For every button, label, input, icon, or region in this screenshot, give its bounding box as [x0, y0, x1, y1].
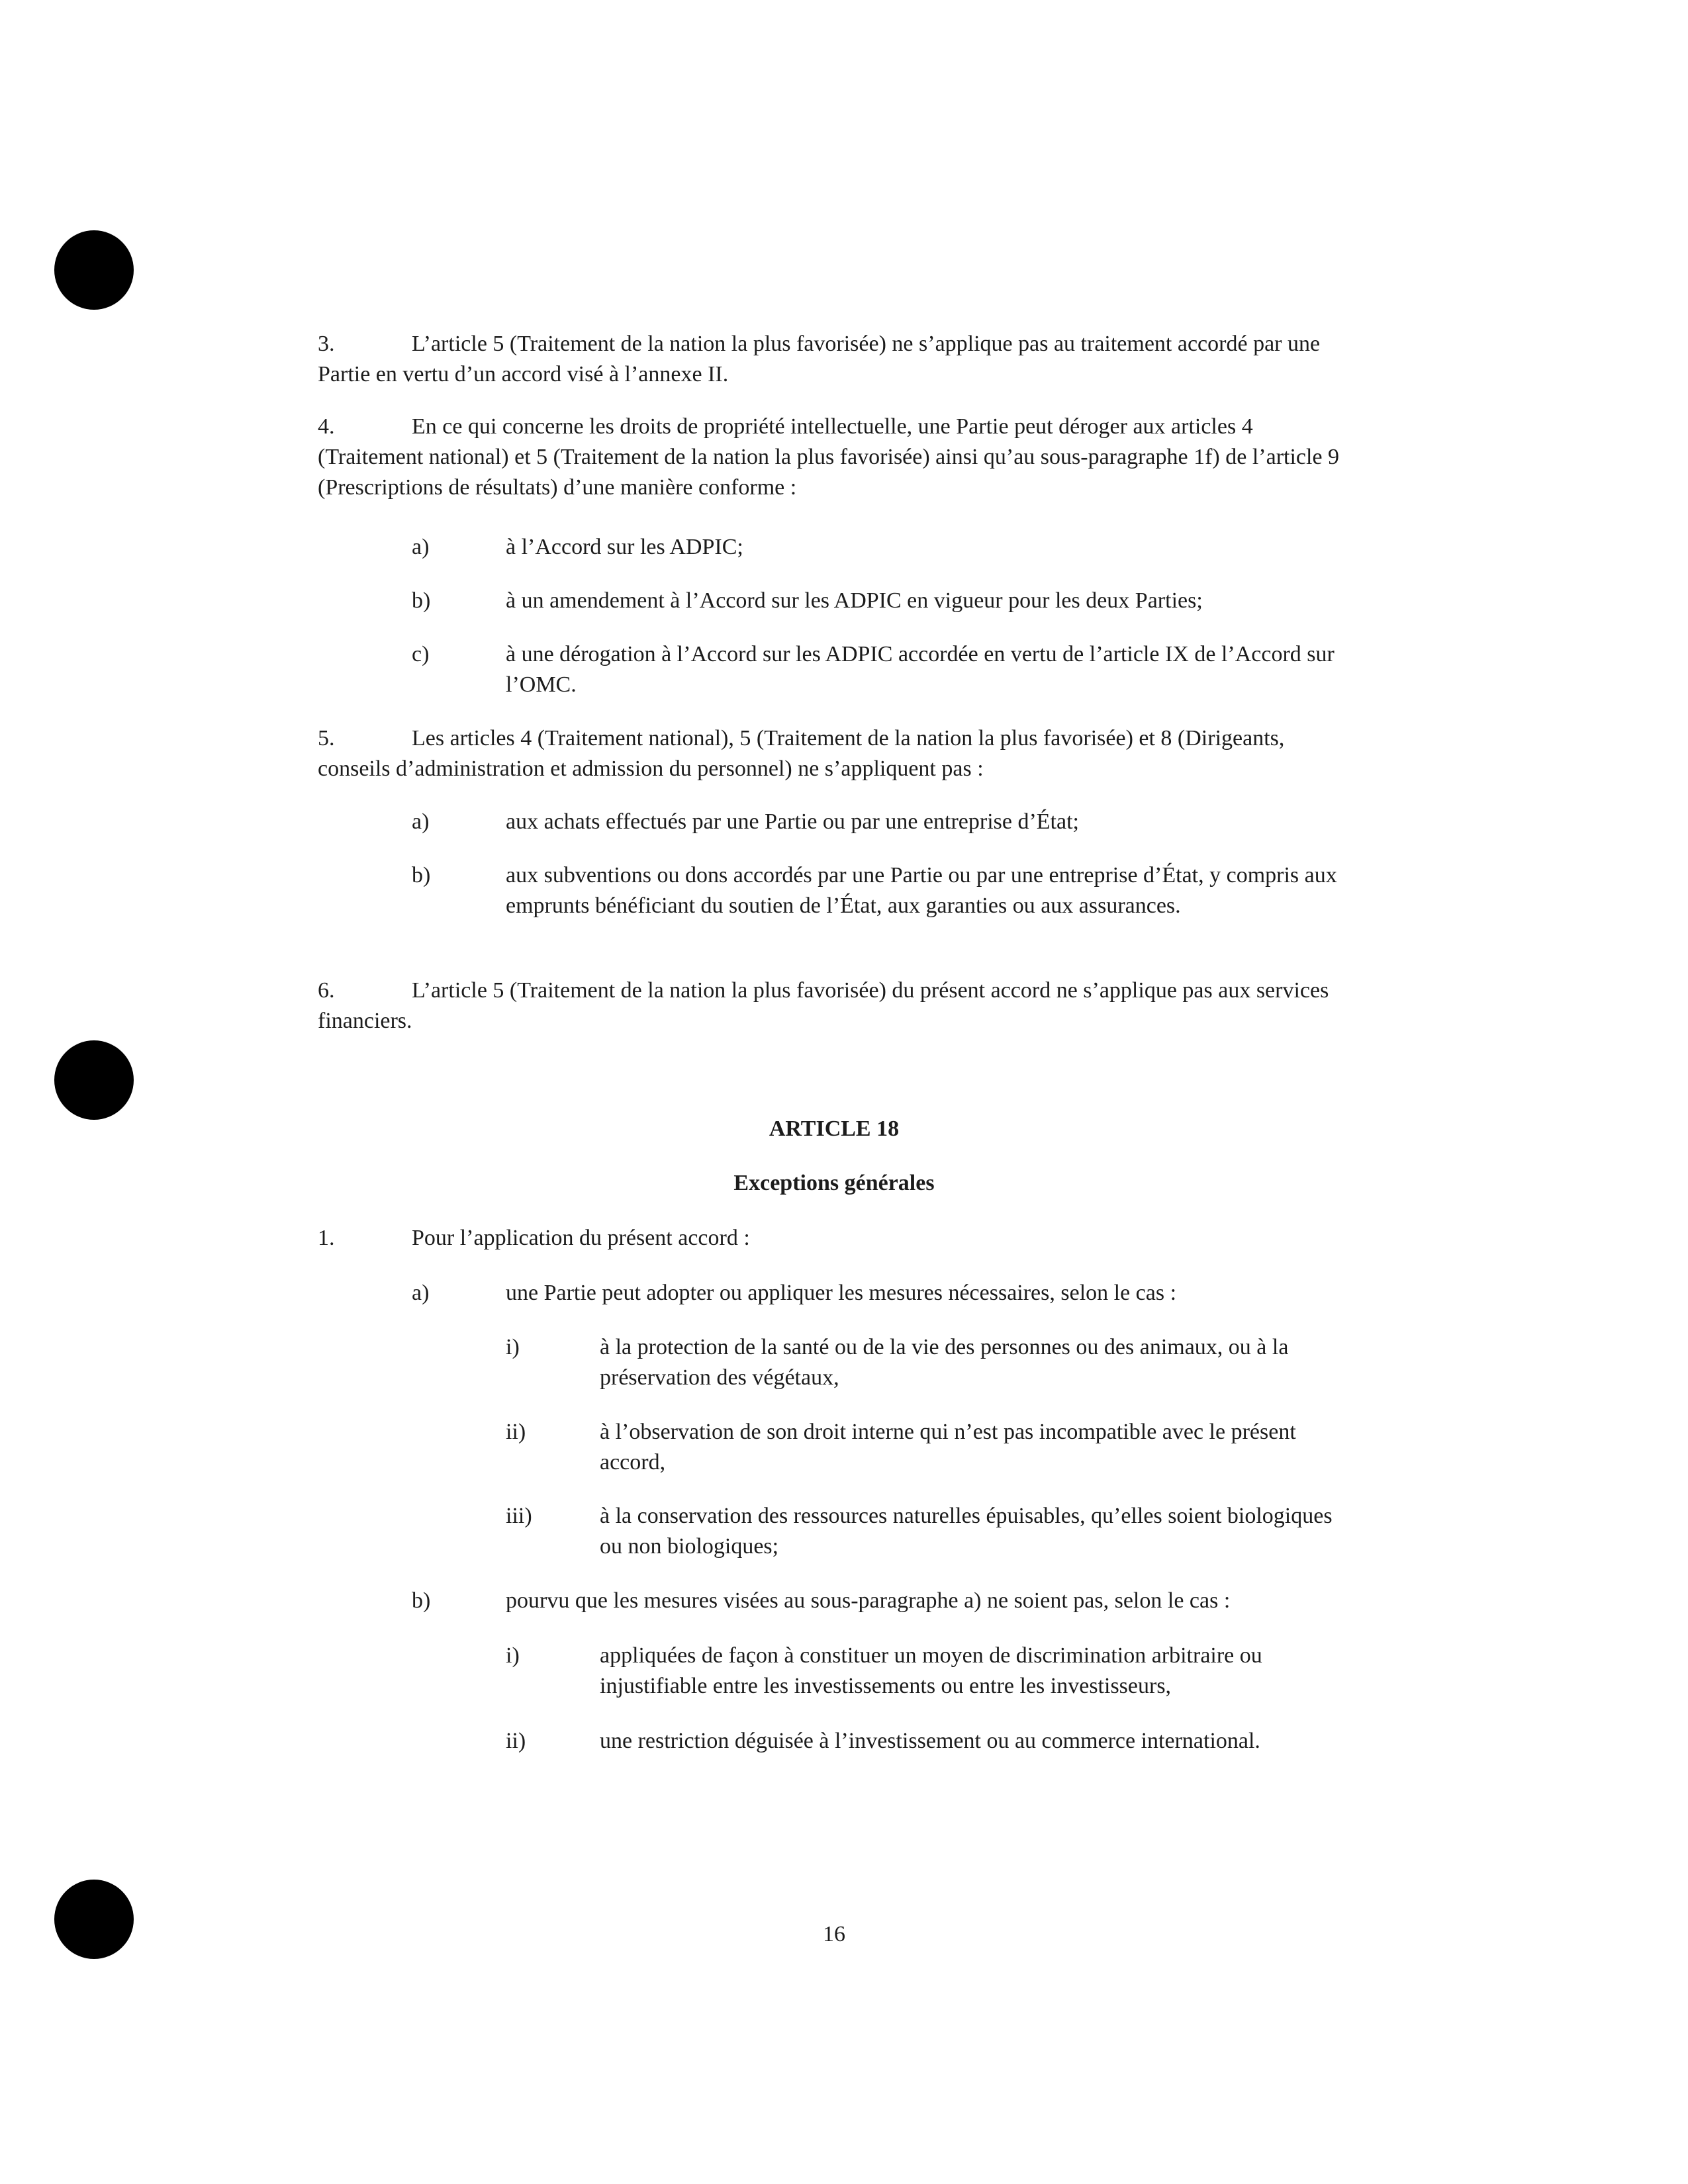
paragraph-text: L’article 5 (Traitement de la nation la plus favorisée) ne s’applique pas au traitement accordé par une Partie en vertu d’un accord visé à l’annexe II. [318, 332, 1321, 387]
paragraph-5 [318, 723, 1350, 784]
paragraph-number: 1. [318, 1226, 335, 1250]
sub-item-label: ii) [506, 1420, 526, 1444]
paragraph-text: Pour l’application du présent accord : [412, 1226, 750, 1250]
paragraph-number: 3. [318, 332, 335, 356]
sub-item-label: iii) [506, 1504, 532, 1528]
paragraph-number: 6. [318, 978, 335, 1003]
punch-hole [54, 230, 134, 310]
list-item [412, 860, 1352, 921]
item-label: b) [412, 588, 431, 613]
item-label: b) [412, 863, 431, 887]
paragraph-3 [318, 329, 1350, 390]
item-text: une Partie peut adopter ou appliquer les mesures nécessaires, selon le cas : [506, 1281, 1177, 1305]
item-text: à une dérogation à l’Accord sur les ADPIC accordée en vertu de l’article IX de l’Accord sur l’OMC. [506, 642, 1335, 697]
article-heading: ARTICLE 18 [769, 1116, 900, 1141]
list-item [412, 586, 1352, 616]
sub-item-text: appliquées de façon à constituer un moyen de discrimination arbitraire ou injustifiable entre les investissements ou entre les investisseurs, [600, 1643, 1262, 1698]
item-text: aux subventions ou dons accordés par une Partie ou par une entreprise d’État, y compris aux emprunts bénéficiant du soutien de l’État, aux garanties ou aux assurances. [506, 863, 1337, 918]
paragraph-4 [318, 412, 1350, 503]
punch-hole [54, 1880, 134, 1959]
sub-item-text: à la conservation des ressources naturelles épuisables, qu’elles soient biologiques ou non biologiques; [600, 1504, 1333, 1559]
article-paragraph-1 [318, 1223, 1350, 1253]
item-label: b) [412, 1588, 431, 1613]
item-label: a) [412, 535, 430, 559]
paragraph-number: 5. [318, 726, 335, 751]
article-title: Exceptions générales [733, 1171, 935, 1195]
list-item [412, 532, 1352, 563]
page-number: 16 [823, 1922, 845, 1946]
paragraph-6 [318, 976, 1350, 1036]
sub-item-label: ii) [506, 1729, 526, 1753]
list-item [412, 639, 1352, 700]
paragraph-text: En ce qui concerne les droits de propriété intellectuelle, une Partie peut déroger aux articles 4 (Traitement national) et 5 (Traitement de la nation la plus favorisée) ainsi qu’au sous-paragraphe 1f) de l’article 9 (Prescriptions de résultats) d’une manière conforme : [318, 414, 1340, 500]
sub-item-label: i) [506, 1643, 520, 1668]
list-item [412, 807, 1352, 837]
sub-item-text: une restriction déguisée à l’investissement ou au commerce international. [600, 1729, 1260, 1753]
item-label: a) [412, 1281, 430, 1305]
sub-item [506, 1501, 1353, 1562]
paragraph-text: L’article 5 (Traitement de la nation la plus favorisée) du présent accord ne s’applique pas aux services financiers. [318, 978, 1329, 1033]
item-text: pourvu que les mesures visées au sous-paragraphe a) ne soient pas, selon le cas : [506, 1588, 1231, 1613]
item-label: a) [412, 809, 430, 834]
sub-item [506, 1641, 1353, 1702]
sub-item-label: i) [506, 1335, 520, 1359]
sub-item-text: à l’observation de son droit interne qui n’est pas incompatible avec le présent accord, [600, 1420, 1296, 1475]
sub-item [506, 1417, 1353, 1478]
item-text: à un amendement à l’Accord sur les ADPIC en vigueur pour les deux Parties; [506, 588, 1203, 613]
sub-item [506, 1332, 1353, 1393]
punch-hole [54, 1040, 134, 1120]
paragraph-number: 4. [318, 414, 335, 439]
sub-item-text: à la protection de la santé ou de la vie des personnes ou des animaux, ou à la préservation des végétaux, [600, 1335, 1289, 1390]
item-label: c) [412, 642, 430, 666]
paragraph-text: Les articles 4 (Traitement national), 5 (Traitement de la nation la plus favorisée) et 8 (Dirigeants, conseils d’administration et admission du personnel) ne s’appliquent pas : [318, 726, 1285, 781]
item-text: aux achats effectués par une Partie ou par une entreprise d’État; [506, 809, 1079, 834]
list-item [412, 1586, 1352, 1616]
list-item [412, 1278, 1352, 1308]
sub-item [506, 1726, 1353, 1756]
item-text: à l’Accord sur les ADPIC; [506, 535, 743, 559]
